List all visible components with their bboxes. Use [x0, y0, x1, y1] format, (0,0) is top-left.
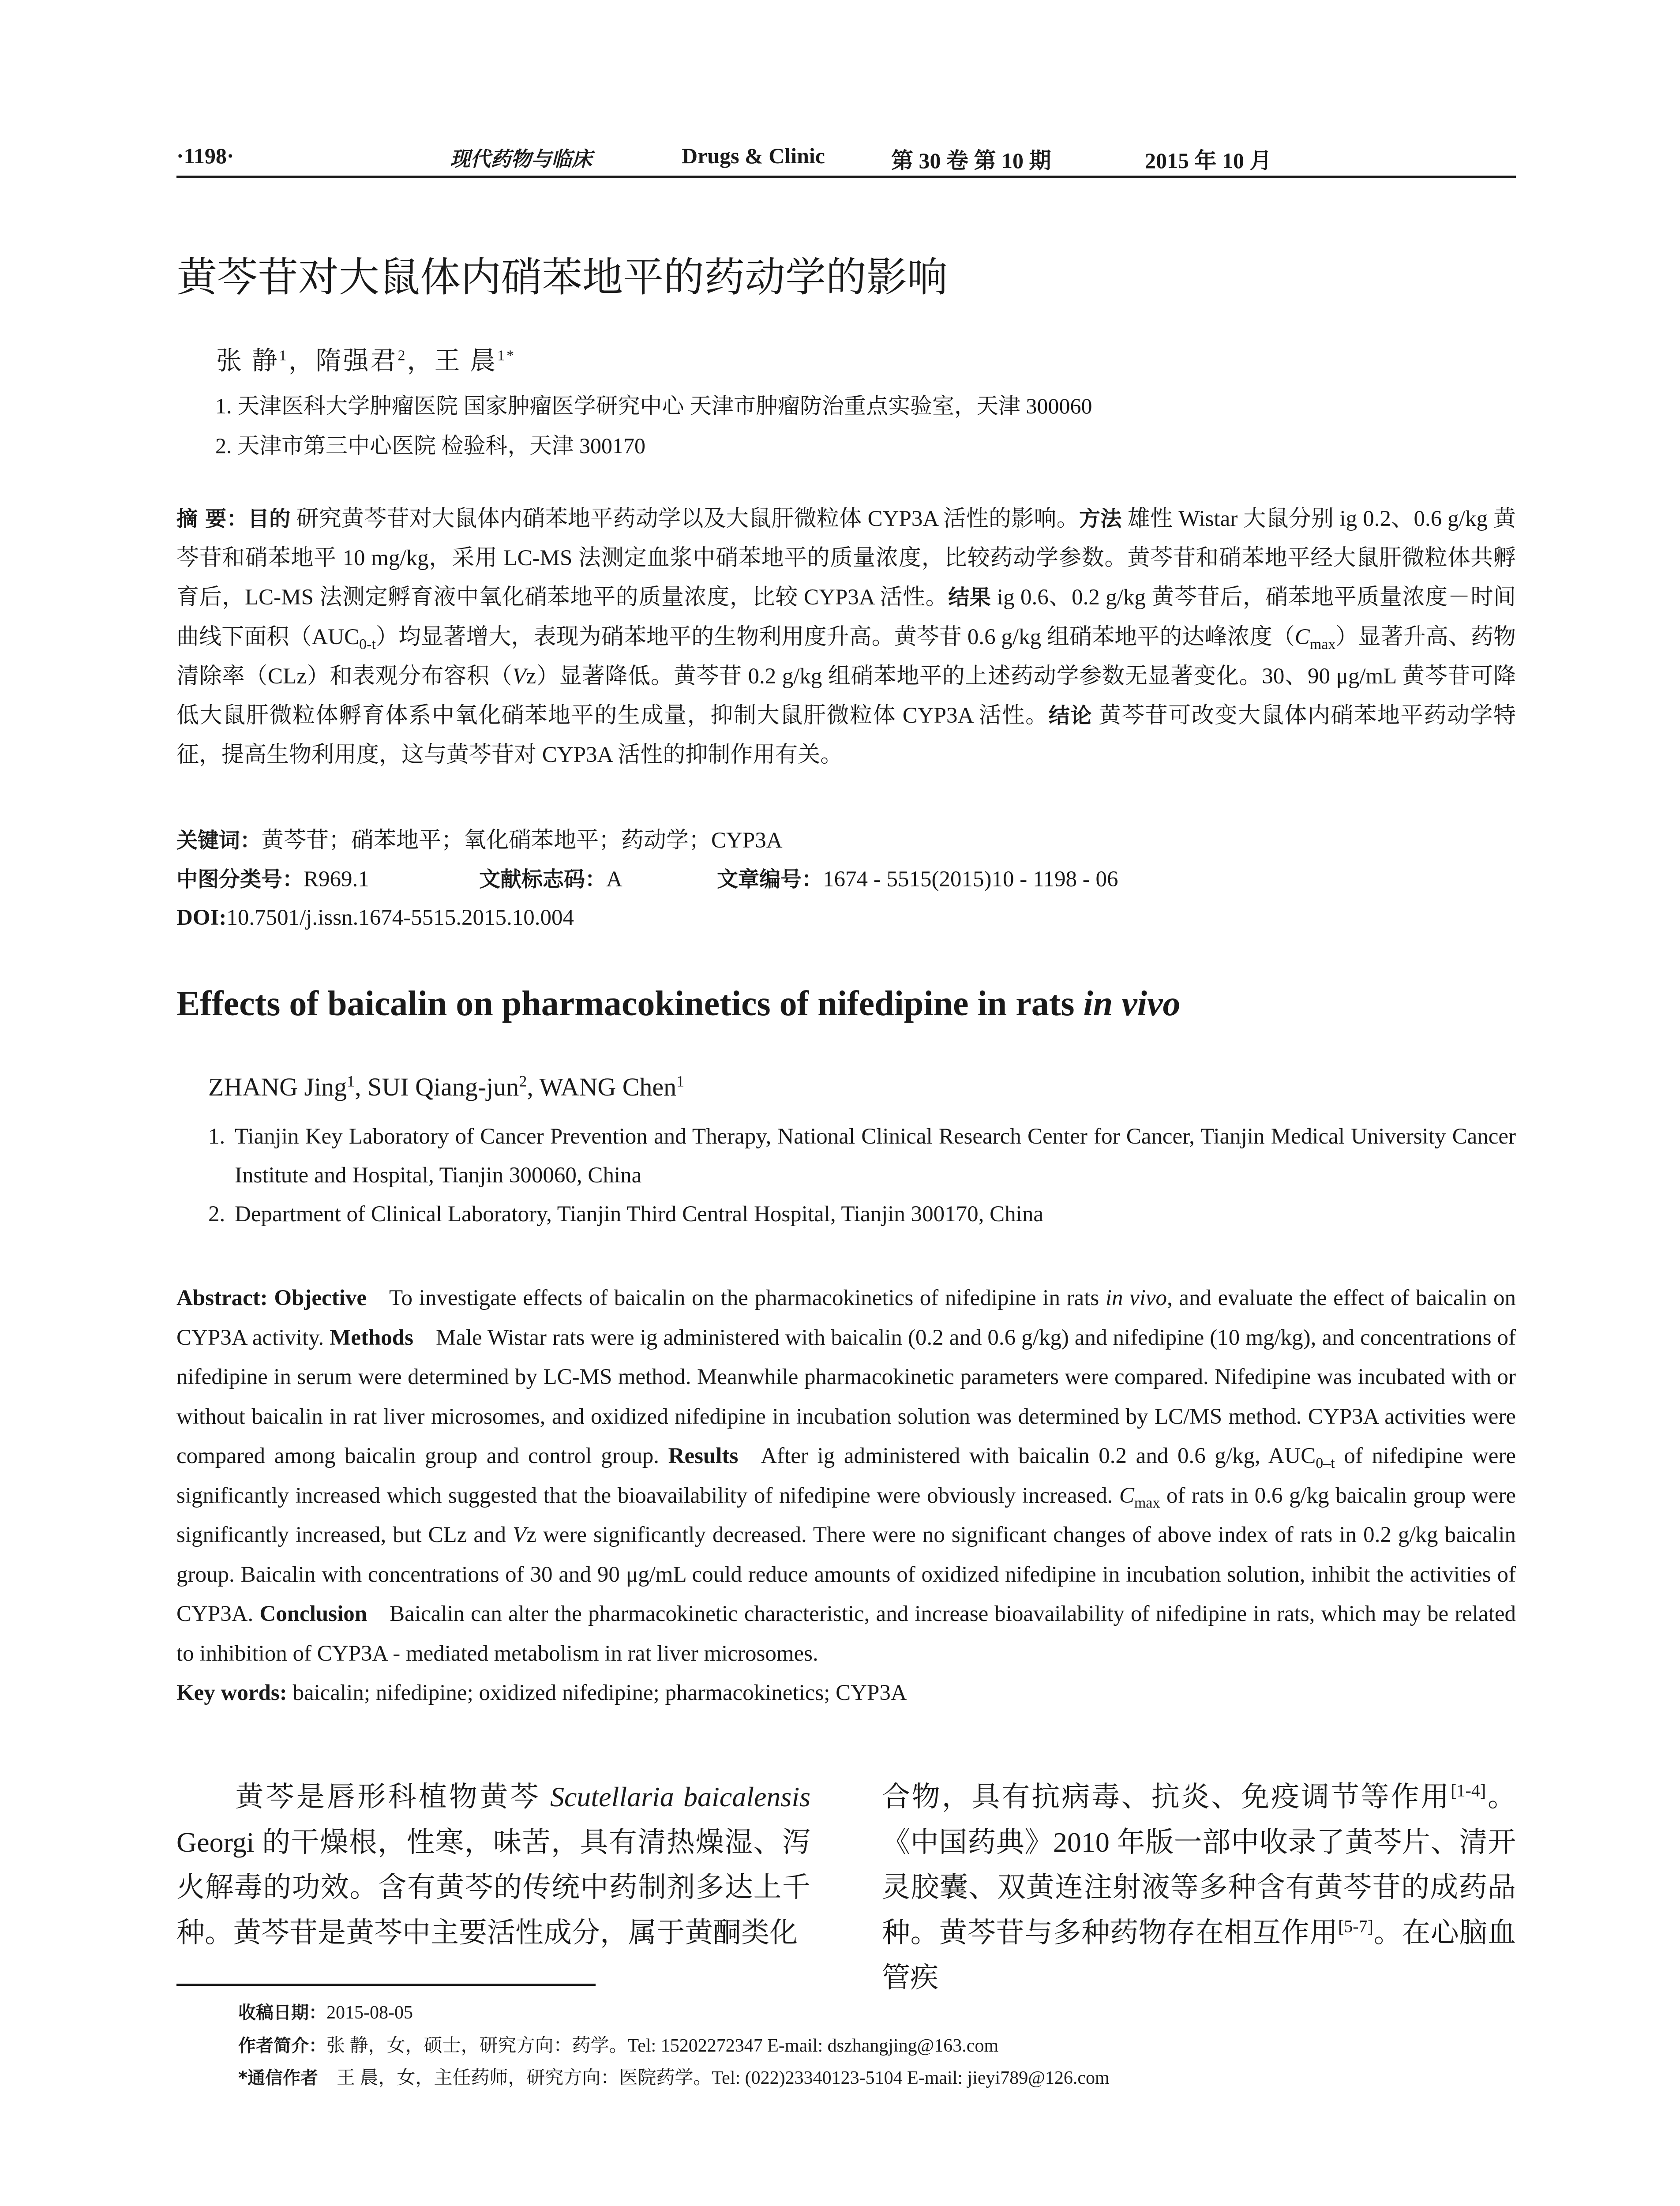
body-text: 合物，具有抗病毒、抗炎、免疫调节等作用: [882, 1781, 1451, 1812]
footnote-rule: [176, 1984, 596, 1986]
results-text: ）均显著增大，表现为硝苯地平的生物利用度升高。黄芩苷 0.6 g/kg 组硝苯地平的达峰浓度（: [375, 624, 1295, 649]
affiliation-mark: 2: [398, 347, 407, 364]
author-name: WANG Chen: [539, 1073, 677, 1101]
journal-name-en: Drugs & Clinic: [682, 143, 825, 168]
articleno-label: 文章编号：: [717, 867, 823, 892]
separator: ，: [288, 346, 316, 375]
keywords-text: 黄芩苷；硝苯地平；氧化硝苯地平；药动学；CYP3A: [261, 828, 783, 853]
doccode-value: A: [606, 867, 622, 892]
results-text: of rats in 0.6 g/kg baicalin group were significantly increased, but CLz and: [176, 1483, 1516, 1547]
results-text: ）显著升高、药物清除率（CLz）和表观分布容积（: [176, 624, 1516, 689]
affiliation-cn-1: 1. 天津医科大学肿瘤医院 国家肿瘤医学研究中心 天津市肿瘤防治重点实验室，天津 300060: [215, 394, 1092, 418]
affiliation-en-1: [208, 1117, 1516, 1195]
author-name: 张 静: [216, 346, 279, 375]
received-label: 收稿日期：: [238, 2003, 326, 2023]
journal-date: 2015 年 10 月: [1145, 148, 1272, 173]
doi-value: 10.7501/j.issn.1674-5515.2015.10.004: [226, 905, 574, 930]
results-text: After ig administered with baicalin 0.2 and 0.6 g/kg, AUC: [761, 1444, 1316, 1468]
doi-row: [176, 899, 1516, 938]
doi-label: DOI:: [176, 905, 227, 930]
body-text: 黄芩是唇形科植物黄芩: [233, 1781, 550, 1812]
cmax-symbol: C: [1119, 1483, 1134, 1508]
footnote-received: [238, 1999, 413, 2024]
vz-symbol: V: [512, 664, 526, 689]
title-en: [176, 984, 1181, 1024]
body-text: Georgi 的干燥根，性寒，味苦，具有清热燥湿、泻火解毒的功效。含有黄芩的传统中药制剂多达上千种。黄芩苷是黄芩中主要活性成分，属于黄酮类化: [176, 1826, 810, 1948]
clc-label: 中图分类号：: [176, 867, 304, 892]
title-cn: 黄芩苷对大鼠体内硝苯地平的药动学的影响: [176, 254, 948, 301]
affiliation-number: 1.: [208, 1124, 225, 1149]
results-label: Results: [668, 1444, 739, 1468]
classification-row: [176, 860, 1516, 899]
author-name: 隋强君: [315, 346, 398, 375]
separator: ,: [355, 1073, 368, 1101]
keywords-label: 关键词：: [176, 828, 262, 853]
cmax-symbol: C: [1294, 624, 1310, 649]
conclusion-label: Conclusion: [259, 1602, 368, 1626]
received-date: 2015-08-05: [326, 2003, 413, 2023]
articleno-value: 1674 - 5515(2015)10 - 1198 - 06: [823, 867, 1118, 892]
abstract-label: 摘 要：: [176, 506, 248, 531]
journal-volume: 第 30 卷 第 10 期: [891, 148, 1051, 173]
results-text: z）显著降低。黄芩苷 0.2 g/kg 组硝苯地平的上述药动学参数无显著变化。30、90 μg/mL 黄芩苷可降低大鼠肝微粒体孵育体系中氧化硝苯地平的生成量，抑制大鼠肝微粒体 CYP3A 活性。: [176, 664, 1516, 728]
author-name: ZHANG Jing: [208, 1073, 347, 1101]
methods-label: Methods: [330, 1325, 414, 1350]
footnote-author: [238, 2031, 998, 2057]
page-number: ·1198·: [176, 143, 234, 168]
affiliation-en-2: [208, 1195, 1516, 1234]
authors-cn: [216, 340, 516, 377]
body-column-left: [176, 1775, 810, 1955]
author-name: SUI Qiang-jun: [368, 1073, 519, 1101]
affiliation-number: 2.: [208, 1202, 225, 1227]
results-label: 结果: [948, 585, 991, 610]
objective-text: 研究黄芩苷对大鼠体内硝苯地平药动学以及大鼠肝微粒体 CYP3A 活性的影响。: [296, 506, 1080, 531]
methods-label: 方法: [1079, 506, 1122, 531]
citation: [1-4]: [1451, 1780, 1486, 1801]
abstract-en: [176, 1279, 1516, 1713]
methods-text: Male Wistar rats were ig administered with baicalin (0.2 and 0.6 g/kg) and nifedipine (10 mg/kg), and concentrations of nifedipine in serum were determined by LC-MS method. Meanwhile pharmacokinetic parameters were compared. Nifedipine was incubated with or without baicalin in rat liver microsomes, and oxidized nifedipine in incubation solution was determined by LC/MS method. CYP3A activities were compared among baicalin group and control group.: [176, 1325, 1516, 1468]
corresponding-label: *通信作者: [238, 2068, 318, 2088]
body-text: 。《中国药典》2010 年版一部中收录了黄芩片、清开灵胶囊、双黄连注射液等多种含有黄芩苷的成药品种。黄芩苷与多种药物存在相互作用: [882, 1781, 1516, 1948]
methods-text: 雄性 Wistar 大鼠分别 ig 0.2、0.6 g/kg 黄芩苷和硝苯地平 10 mg/kg，采用 LC-MS 法测定血浆中硝苯地平的质量浓度，比较药动学参数。黄芩苷和硝苯地平经大鼠肝微粒体共孵育后，LC-MS 法测定孵育液中氧化硝苯地平的质量浓度，比较 CYP3A 活性。: [176, 506, 1516, 610]
results-text: of nifedipine were significantly increased which suggested that the bioavailability of nifedipine were obviously increased.: [176, 1444, 1516, 1508]
affiliation-mark: 1: [347, 1072, 355, 1090]
metadata-cn: [176, 822, 1516, 938]
species-name: Scutellaria baicalensis: [550, 1781, 811, 1812]
author-info: 张 静，女，硕士，研究方向：药学。Tel: 15202272347 E-mail: dszhangjing@163.com: [326, 2036, 999, 2056]
body-text: 。在心脑血管疾: [882, 1917, 1516, 1993]
authors-en: [208, 1072, 684, 1102]
vz-symbol: V: [513, 1523, 527, 1547]
running-header: [176, 137, 1516, 172]
in-vivo-italic: in vivo: [1105, 1286, 1167, 1310]
auc-subscript: 0-t: [359, 636, 376, 653]
conclusion-text: Baicalin can alter the pharmacokinetic characteristic, and increase bioavailability of nifedipine in rats, which may be related to inhibition of CYP3A - mediated metabolism in rat liver microsomes.: [176, 1602, 1516, 1666]
author-label: 作者简介：: [238, 2036, 326, 2056]
affiliation-mark: 1: [676, 1072, 685, 1090]
objective-text: , and evaluate the effect of baicalin on CYP3A activity.: [176, 1286, 1516, 1350]
author-name: 王 晨: [434, 346, 498, 375]
conclusion-label: 结论: [1048, 703, 1092, 728]
objective-label: 目的: [248, 506, 291, 531]
abstract-label: Abstract: Objective: [176, 1286, 367, 1310]
citation: [5-7]: [1338, 1916, 1373, 1936]
objective-text: To investigate effects of baicalin on the pharmacokinetics of nifedipine in rats: [389, 1286, 1106, 1310]
separator: ，: [407, 346, 435, 375]
affiliation-text: Department of Clinical Laboratory, Tianjin Third Central Hospital, Tianjin 300170, China: [235, 1202, 1043, 1227]
affiliation-text: Tianjin Key Laboratory of Cancer Prevention and Therapy, National Clinical Research Center for Cancer, Tianjin Medical University Cancer Institute and Hospital, Tianjin 300060, China: [235, 1124, 1516, 1188]
title-en-italic: in vivo: [1083, 984, 1181, 1023]
footnote-corresponding: [238, 2063, 1110, 2090]
abstract-cn: [176, 499, 1516, 775]
separator: ,: [527, 1073, 540, 1101]
clc-value: R969.1: [304, 867, 369, 892]
results-text: z were significantly decreased. There were no significant changes of above index of rats in 0.2 g/kg baicalin group. Baicalin with concentrations of 30 and 90 μg/mL could reduce amounts of oxidized nifedipine in incubation solution, inhibit the activities of CYP3A.: [176, 1523, 1516, 1626]
cmax-subscript: max: [1134, 1494, 1160, 1511]
affiliation-cn-2: 2. 天津市第三中心医院 检验科，天津 300170: [215, 433, 645, 458]
affiliation-mark: 1: [279, 347, 289, 364]
auc-subscript: 0–t: [1316, 1455, 1335, 1472]
results-text: ig 0.6、0.2 g/kg 黄芩苷后，硝苯地平质量浓度－时间曲线下面积（AUC: [176, 585, 1516, 649]
affiliation-mark: 2: [519, 1072, 527, 1090]
keywords-cn: [176, 822, 1516, 860]
keywords-label: Key words:: [176, 1681, 287, 1705]
body-column-right: [882, 1775, 1516, 2001]
title-en-text: Effects of baicalin on pharmacokinetics of nifedipine in rats: [176, 984, 1084, 1023]
affiliation-mark: 1*: [497, 347, 516, 364]
journal-name-cn: 现代药物与临床: [450, 147, 592, 171]
cmax-subscript: max: [1309, 636, 1336, 653]
conclusion-text: 黄芩苷可改变大鼠体内硝苯地平药动学特征，提高生物利用度，这与黄芩苷对 CYP3A 活性的抑制作用有关。: [176, 703, 1516, 768]
doccode-label: 文献标志码：: [479, 867, 607, 892]
header-rule: [176, 176, 1516, 178]
keywords-text: baicalin; nifedipine; oxidized nifedipine; pharmacokinetics; CYP3A: [292, 1681, 907, 1705]
corresponding-info: 王 晨，女，主任药师，研究方向：医院药学。Tel: (022)23340123-5104 E-mail: jieyi789@126.com: [336, 2068, 1110, 2088]
